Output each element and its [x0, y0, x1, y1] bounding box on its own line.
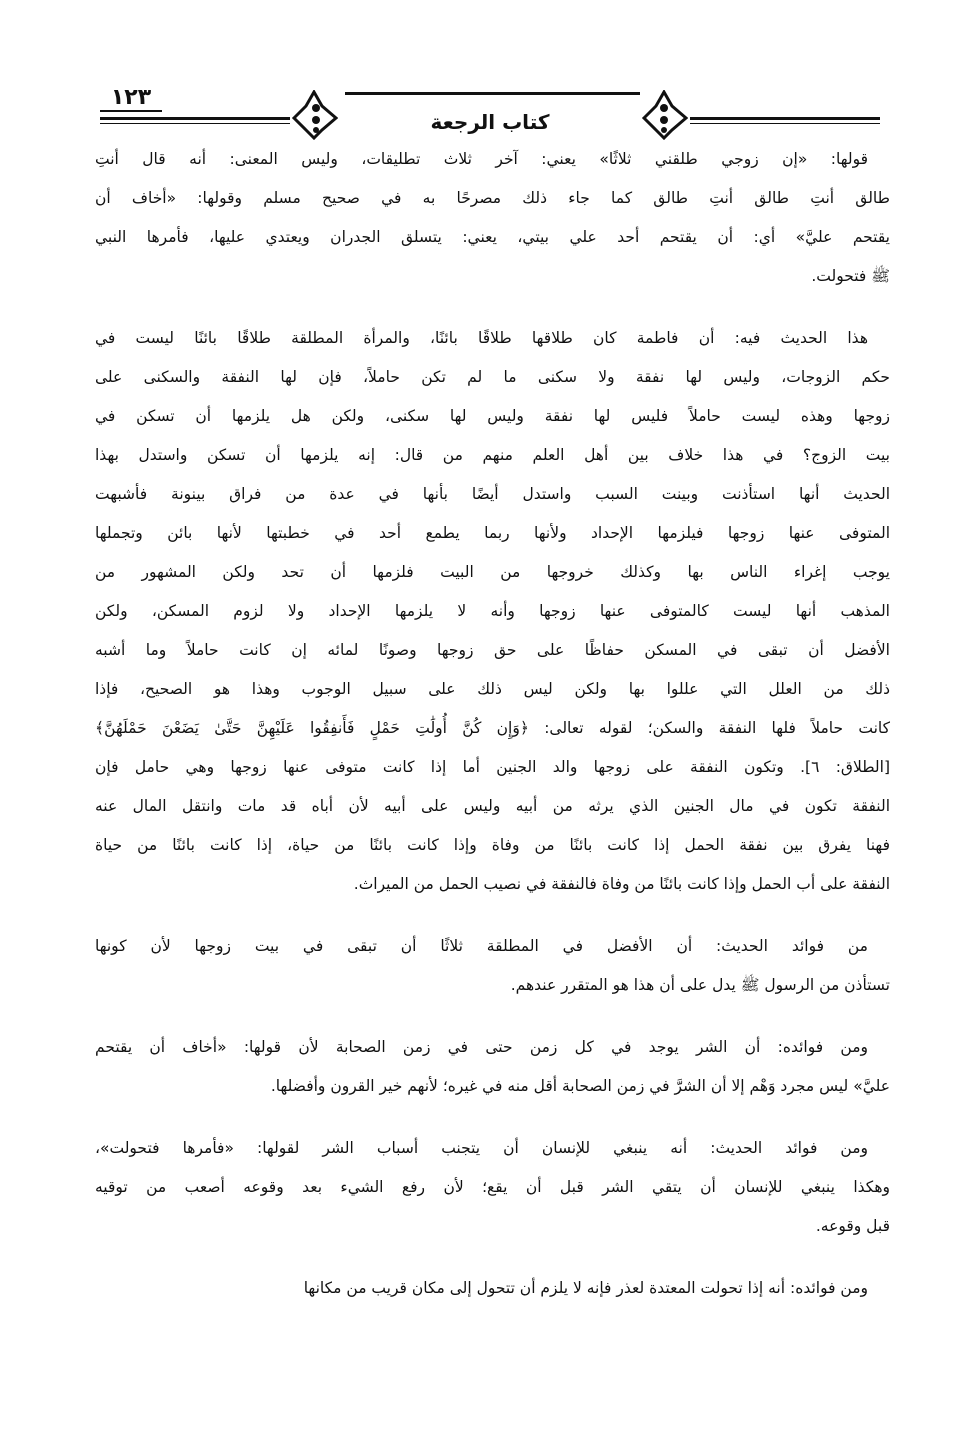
text-line: النفقة على أب الحمل وإذا كانت بائنًا من وفاة فالنفقة في نصيب الحمل من الميراث.	[353, 875, 890, 893]
page-number: ١٢٣	[100, 86, 162, 112]
paragraph	[95, 1028, 890, 1106]
header-rule-right	[690, 117, 880, 120]
text-line: الأفضل أن تبقى في المسكن حفاظًا على حق زوجها وصونًا لمائه إن كانت حاملاً وما أشبه	[95, 641, 890, 659]
header-rule-left-thin	[100, 123, 290, 124]
text-line: وهكذا ينبغي للإنسان أن يتقي الشر قبل أن يقع؛ لأن رفع الشيء بعد وقوعه أصعب من توقيه	[95, 1178, 890, 1196]
text-line: ومن فوائد الحديث: أنه ينبغي للإنسان أن يتجنب أسباب الشر لقولها: «فأمرها فتحولت»،	[95, 1139, 868, 1157]
text-line: تستأذن من الرسول ﷺ يدل على أن هذا هو المتقرر عندهم.	[510, 976, 890, 994]
text-line: من فوائد الحديث: أن الأفضل في المطلقة ثلاثًا أن تبقى في بيت زوجها لأن كونها	[95, 937, 868, 955]
text-line: ذلك من العلل التي عللوا بها ولكن ليس ذلك على سبيل الوجوب وهذا هو الصحيح، فإذا	[95, 680, 890, 698]
text-line: عليَّ» ليس مجرد وَهْم إلا أن الشرَّ في زمن الصحابة أقل منه في غيره؛ لأنهم خير القرون وأفضلها.	[270, 1077, 890, 1095]
text-line: يوجب إغراء الناس بها وكذلك خروجها من البيت فلزمها أن تحد ولكن المشهور من	[95, 563, 890, 581]
text-line: فهنا يفرق بين نفقة الحمل إذا كانت بائنًا من وفاة وإذا كانت بائنًا من حياة، إذا كانت بائنًا من حياة	[95, 836, 890, 854]
ornament-right-icon	[642, 90, 688, 140]
text-line: يقتحم عليَّ» أي: أن يقتحم أحد علي بيتي، يعني: يتسلق الجدران ويعتدي عليها، فأمرها النبي	[95, 228, 890, 246]
header-rule-right-thin	[690, 123, 880, 124]
text-line: ومن فوائده: أن الشر يوجد في كل زمن حتى في زمن الصحابة لأن قولها: «أخاف أن يقتحم	[95, 1038, 868, 1056]
text-line: [الطلاق: ٦]. وتكون النفقة على زوجها والد الجنين أما إذا كانت متوفى عنها زوجها وهي حامل فإن	[95, 758, 890, 776]
ornament-left-icon	[292, 90, 338, 140]
header-rule-left	[100, 117, 290, 120]
paragraph	[95, 1269, 890, 1308]
paragraph	[95, 140, 890, 296]
text-line: كانت حاملاً فلها النفقة والسكن؛ لقوله تعالى: ﴿وَإِن كُنَّ أُولَٰتِ حَمْلٍ فَأَنفِقُوا عَلَيْهِنَّ حَتَّىٰ يَضَعْنَ حَمْلَهُنَّ﴾	[95, 719, 890, 737]
text-line: زوجها وهذه ليست حاملاً فليس لها نفقة وليس لها سكنى، ولكن هل يلزمها أن تسكن في	[95, 407, 890, 425]
text-line: حكم الزوجات، وليس لها نفقة ولا سكنى ما لم تكن حاملاً، فإن لها النفقة والسكنى على	[95, 368, 890, 386]
page-body	[95, 140, 890, 1308]
text-line: قولها: «إن زوجي طلقني ثلاثًا» يعني: آخر ثلاث تطليقات، وليس المعنى: أنه قال أنتِ	[95, 150, 868, 168]
text-line: قبل وقوعه.	[815, 1217, 890, 1235]
text-line: النفقة تكون في مال الجنين الذي يرثه من أبيه وليس على أبيه لأن أباه قد مات وانتقل المال عنه	[95, 797, 890, 815]
text-line: ومن فوائده: أنه إذا تحولت المعتدة لعذر فإنه لا يلزم أن تتحول إلى مكان قريب من مكانها	[303, 1279, 868, 1297]
paragraph	[95, 319, 890, 904]
text-line: المذهب أنها ليست كالمتوفى عنها زوجها وأنه لا يلزمها الإحداد ولا لزوم المسكن، ولكن	[95, 602, 890, 620]
paragraph	[95, 927, 890, 1005]
text-line: بيت الزوج؟ في هذا خلاف بين أهل العلم منهم من قال: إنه يلزمها أن تسكن واستدل بهذا	[95, 446, 890, 464]
text-line: المتوفى عنها زوجها فيلزمها الإحداد ولأنها ربما يطمع أحد في خطبتها لأنها بائن وتجملها	[95, 524, 890, 542]
header-rule-top	[345, 92, 640, 95]
paragraph	[95, 1129, 890, 1246]
text-line: الحديث أنها استأذنت وبينت السبب واستدل أيضًا بأنها في عدة من فراق بينونة فأشبهت	[95, 485, 890, 503]
text-line: ﷺ فتحولت.	[811, 267, 890, 285]
text-line: طالق أنتِ طالق أنتِ طالق كما جاء ذلك مصرحًا به في صحيح مسلم وقولها: «أخاف أن	[95, 189, 890, 207]
text-line: هذا الحديث فيه: أن فاطمة كان طلاقها طلاقًا بائنًا، والمرأة المطلقة طلاقًا بائنًا ليست في	[95, 329, 868, 347]
page-header	[0, 0, 978, 140]
chapter-title: كتاب الرجعة	[430, 110, 550, 134]
